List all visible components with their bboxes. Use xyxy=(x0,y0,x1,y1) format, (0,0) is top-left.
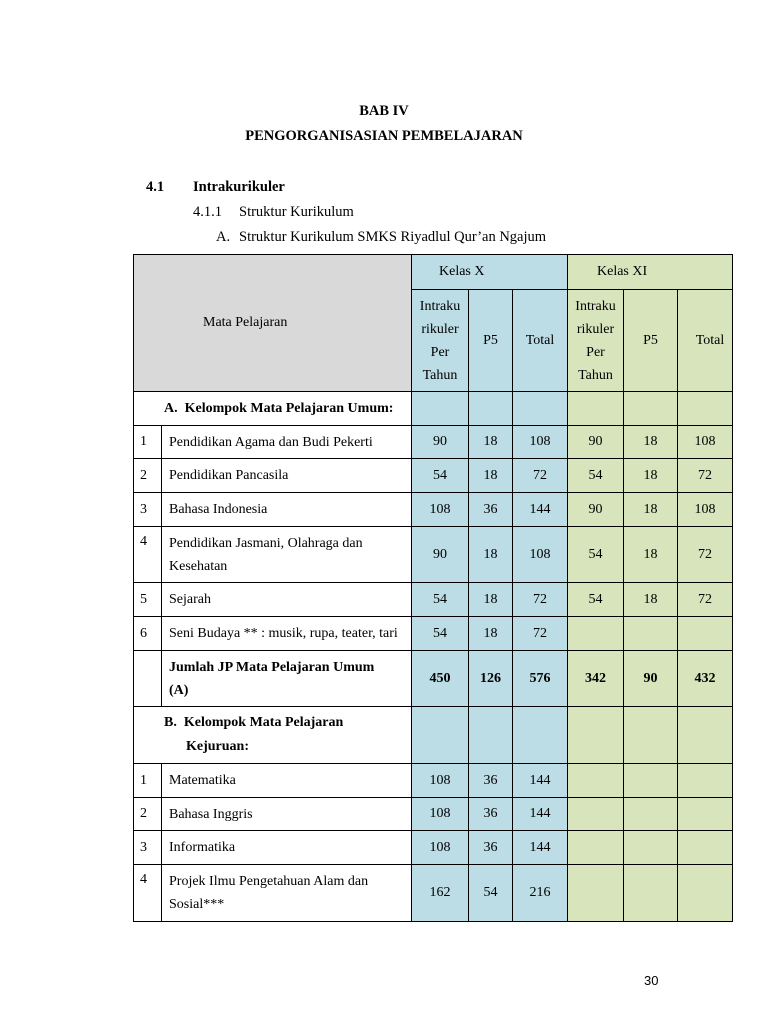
sum-x-p5: 126 xyxy=(469,651,513,707)
row-number: 6 xyxy=(134,617,162,651)
xi-intra-value: 54 xyxy=(568,583,624,617)
header-x-intrakurikuler: Intraku rikuler Per Tahun xyxy=(412,290,469,392)
subsection-title: Struktur Kurikulum xyxy=(239,204,354,220)
row-number: 1 xyxy=(134,426,162,459)
xi-total-value: 72 xyxy=(678,583,733,617)
x-total-value: 144 xyxy=(513,798,568,831)
xi-p5-value: 18 xyxy=(624,459,678,493)
subject-name: Pendidikan Jasmani, Olahraga dan Kesehatan xyxy=(162,527,412,583)
x-intra-value: 90 xyxy=(412,426,469,459)
x-p5-value: 54 xyxy=(469,865,513,922)
xi-p5-value: 18 xyxy=(624,493,678,527)
x-intra-value: 108 xyxy=(412,493,469,527)
subject-name: Projek Ilmu Pengetahuan Alam dan Sosial*** xyxy=(162,865,412,922)
x-total-value: 72 xyxy=(513,617,568,651)
table-row xyxy=(134,764,733,798)
xi-total-value: 108 xyxy=(678,493,733,527)
x-p5-value: 18 xyxy=(469,426,513,459)
subject-name: Bahasa Indonesia xyxy=(162,493,412,527)
x-p5-value: 36 xyxy=(469,764,513,798)
row-number: 4 xyxy=(134,865,162,922)
table-row xyxy=(134,493,733,527)
x-p5-value: 36 xyxy=(469,798,513,831)
row-number: 3 xyxy=(134,493,162,527)
x-intra-value: 108 xyxy=(412,798,469,831)
chapter-heading: BAB IV xyxy=(359,103,409,119)
sum-xi-p5: 90 xyxy=(624,651,678,707)
group-a-row xyxy=(134,392,733,426)
xi-intra-value: 90 xyxy=(568,493,624,527)
x-intra-value: 108 xyxy=(412,764,469,798)
header-row-classes xyxy=(134,255,733,290)
x-p5-value: 18 xyxy=(469,583,513,617)
x-p5-value: 36 xyxy=(469,831,513,865)
table-row xyxy=(134,527,733,583)
subject-name: Pendidikan Pancasila xyxy=(162,459,412,493)
x-total-value: 72 xyxy=(513,583,568,617)
table-row xyxy=(134,459,733,493)
subsubsection-label: A. xyxy=(216,229,231,245)
sum-a-label: Jumlah JP Mata Pelajaran Umum (A) xyxy=(162,651,412,707)
row-number: 4 xyxy=(134,527,162,583)
subsubsection-title: Struktur Kurikulum SMKS Riyadlul Qur’an Ngajum xyxy=(239,229,547,245)
group-b-title: B. Kelompok Mata Pelajaran Kejuruan: xyxy=(134,707,412,764)
xi-total-value: 108 xyxy=(678,426,733,459)
subject-name: Sejarah xyxy=(162,583,412,617)
x-total-value: 216 xyxy=(513,865,568,922)
subject-name: Pendidikan Agama dan Budi Pekerti xyxy=(162,426,412,459)
row-number: 3 xyxy=(134,831,162,865)
header-xi-total: Total xyxy=(678,290,733,392)
xi-p5-value xyxy=(624,617,678,651)
x-intra-value: 90 xyxy=(412,527,469,583)
table-row xyxy=(134,617,733,651)
subject-name: Informatika xyxy=(162,831,412,865)
chapter-title: PENGORGANISASIAN PEMBELAJARAN xyxy=(245,128,523,144)
sum-x-intra: 450 xyxy=(412,651,469,707)
x-intra-value: 54 xyxy=(412,459,469,493)
subject-name: Seni Budaya ** : musik, rupa, teater, tari xyxy=(162,617,412,651)
x-intra-value: 54 xyxy=(412,583,469,617)
subject-name: Matematika xyxy=(162,764,412,798)
sum-row-a xyxy=(134,651,733,707)
x-total-value: 144 xyxy=(513,493,568,527)
header-subject: Mata Pelajaran xyxy=(134,255,412,392)
page-number: 30 xyxy=(644,973,659,988)
x-p5-value: 18 xyxy=(469,527,513,583)
header-class-x: Kelas X xyxy=(412,255,568,290)
section-title: Intrakurikuler xyxy=(193,179,285,195)
group-a-title: A. Kelompok Mata Pelajaran Umum: xyxy=(134,392,412,426)
x-intra-value: 54 xyxy=(412,617,469,651)
row-number: 2 xyxy=(134,798,162,831)
xi-total-value: 72 xyxy=(678,459,733,493)
table-row xyxy=(134,798,733,831)
subsection-number: 4.1.1 xyxy=(193,204,222,220)
subject-name: Bahasa Inggris xyxy=(162,798,412,831)
row-number: 5 xyxy=(134,583,162,617)
xi-total-value: 72 xyxy=(678,527,733,583)
xi-intra-value xyxy=(568,617,624,651)
x-p5-value: 36 xyxy=(469,493,513,527)
x-total-value: 108 xyxy=(513,527,568,583)
x-total-value: 72 xyxy=(513,459,568,493)
table-row xyxy=(134,583,733,617)
header-class-xi: Kelas XI xyxy=(568,255,733,290)
row-number: 1 xyxy=(134,764,162,798)
xi-intra-value: 54 xyxy=(568,527,624,583)
table-row xyxy=(134,426,733,459)
sum-xi-total: 432 xyxy=(678,651,733,707)
x-p5-value: 18 xyxy=(469,617,513,651)
xi-p5-value: 18 xyxy=(624,527,678,583)
header-x-total: Total xyxy=(513,290,568,392)
xi-total-value xyxy=(678,617,733,651)
x-intra-value: 108 xyxy=(412,831,469,865)
sum-x-total: 576 xyxy=(513,651,568,707)
xi-p5-value: 18 xyxy=(624,426,678,459)
curriculum-table xyxy=(133,254,733,922)
table-row xyxy=(134,865,733,922)
xi-p5-value: 18 xyxy=(624,583,678,617)
table-row xyxy=(134,831,733,865)
group-b-row xyxy=(134,707,733,764)
x-total-value: 144 xyxy=(513,764,568,798)
header-xi-p5: P5 xyxy=(624,290,678,392)
sum-xi-intra: 342 xyxy=(568,651,624,707)
row-number: 2 xyxy=(134,459,162,493)
section-number: 4.1 xyxy=(146,179,165,195)
header-x-p5: P5 xyxy=(469,290,513,392)
x-intra-value: 162 xyxy=(412,865,469,922)
header-xi-intrakurikuler: Intraku rikuler Per Tahun xyxy=(568,290,624,392)
x-total-value: 108 xyxy=(513,426,568,459)
xi-intra-value: 54 xyxy=(568,459,624,493)
x-total-value: 144 xyxy=(513,831,568,865)
xi-intra-value: 90 xyxy=(568,426,624,459)
x-p5-value: 18 xyxy=(469,459,513,493)
